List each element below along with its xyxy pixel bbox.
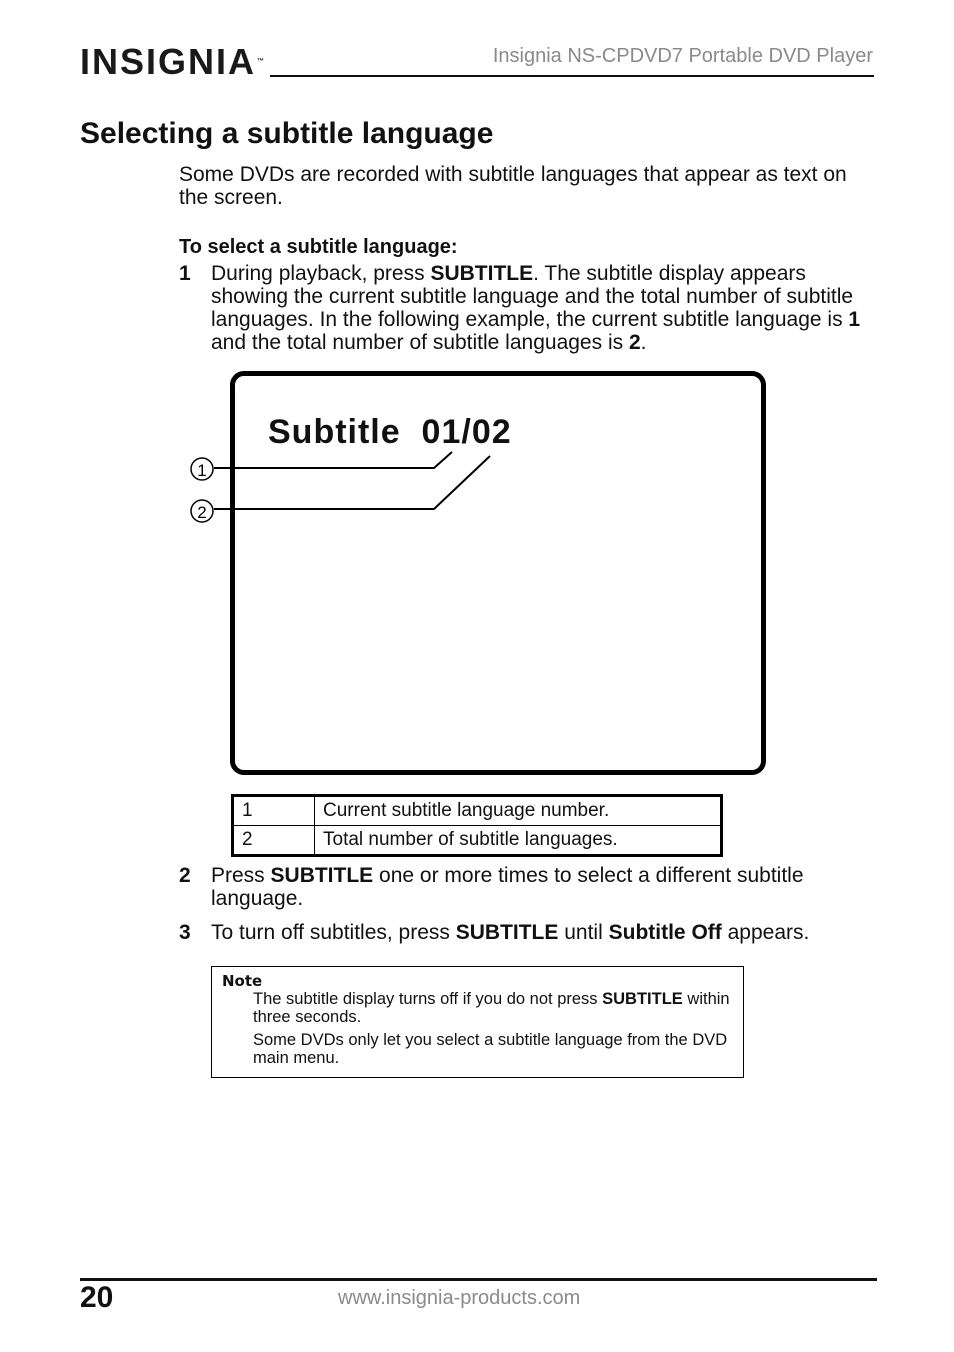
table-row <box>233 826 722 856</box>
step-number: 3 <box>179 921 191 944</box>
callout-2-label: 2 <box>197 503 207 522</box>
legend-description: Total number of subtitle languages. <box>315 826 722 856</box>
step-2 <box>179 864 879 910</box>
callout-1-label: 1 <box>197 461 207 480</box>
footer-rule <box>80 1278 877 1281</box>
footer-url: www.insignia-products.com <box>338 1287 581 1309</box>
section-title: Selecting a subtitle language <box>80 117 494 150</box>
callout-2-leader <box>214 456 490 509</box>
legend-number: 2 <box>233 826 315 856</box>
page-number: 20 <box>80 1281 114 1314</box>
procedure-heading: To select a subtitle language: <box>179 236 458 258</box>
note-box <box>211 966 744 1078</box>
callout-1-leader <box>214 452 452 468</box>
step-3 <box>179 921 879 944</box>
note-label: Note <box>222 972 263 990</box>
legend-number: 1 <box>233 796 315 826</box>
step-number: 2 <box>179 864 191 887</box>
step-number: 1 <box>179 262 191 285</box>
table-row <box>233 796 722 826</box>
step-text: To turn off subtitles, press SUBTITLE until Subtitle Off appears. <box>211 921 810 944</box>
callout-legend-table <box>231 794 723 857</box>
step-text: During playback, press SUBTITLE. The subtitle display appears showing the current subtitle language and the total number of subtitle languages. In the following example, the current subtitle language is 1 and the total number of subtitle languages is 2. <box>211 262 861 354</box>
note-text-2: Some DVDs only let you select a subtitle language from the DVD main menu. <box>253 1031 728 1067</box>
header-title: Insignia NS-CPDVD7 Portable DVD Player <box>492 45 873 67</box>
note-text-1: The subtitle display turns off if you do not press SUBTITLE within three seconds. <box>253 990 730 1026</box>
subtitle-osd-text: Subtitle 01/02 <box>268 413 512 451</box>
legend-description: Current subtitle language number. <box>315 796 722 826</box>
intro-paragraph: Some DVDs are recorded with subtitle languages that appear as text on the screen. <box>179 163 847 209</box>
step-text: Press SUBTITLE one or more times to select a different subtitle language. <box>211 864 804 910</box>
insignia-logo: INSIGNIA™ <box>80 41 265 82</box>
